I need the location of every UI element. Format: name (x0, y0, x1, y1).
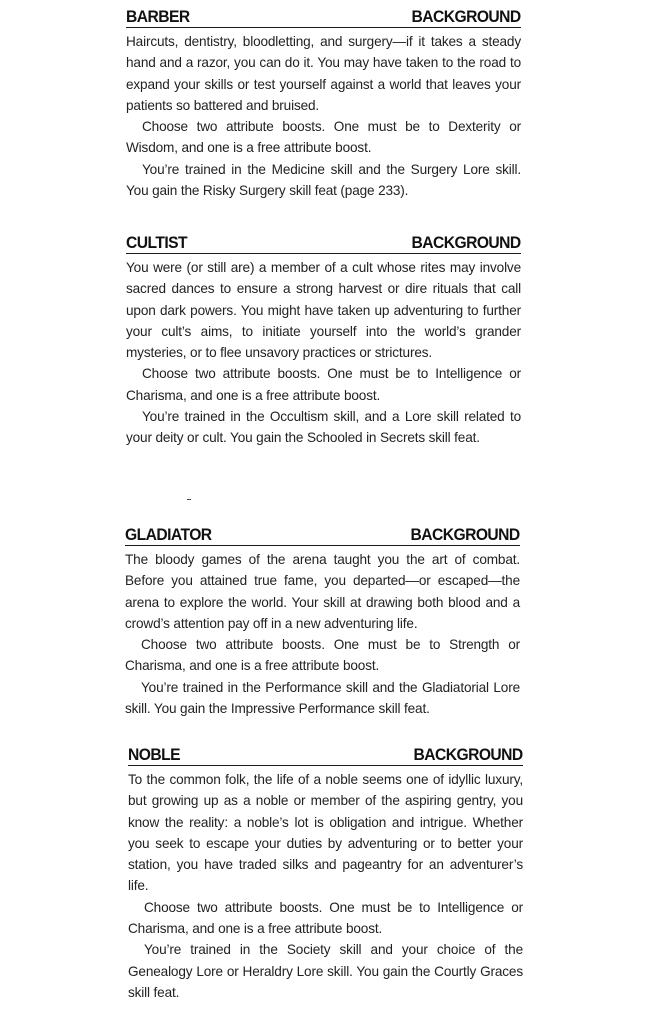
entry-attribute-boosts: Choose two attribute boosts. One must be to Intelligence or Charisma, and one is a free attribute boost. (128, 899, 523, 937)
entry-description: To the common folk, the life of a noble seems one of idyllic luxury, but growing up as a noble or member of the aspiring gentry, you know the reality: a noble’s lot is obligation and intrigue. Whether you seek to escape your duties by adventuring or to better your station, you have traded silks and pageantry for an adventurer’s life. (128, 772, 523, 894)
entry-header (126, 8, 521, 28)
entry-skills: You’re trained in the Occultism skill, and a Lore skill related to your deity or cult. You gain the Schooled in Secrets skill feat. (126, 409, 521, 446)
background-entry-gladiator (125, 526, 520, 719)
entry-header (128, 746, 523, 766)
background-entry-cultist (126, 234, 521, 449)
entry-trait: BACKGROUND (411, 233, 521, 252)
entry-title: BARBER (126, 7, 190, 26)
entry-skills: You’re trained in the Medicine skill and the Surgery Lore skill. You gain the Risky Surgery skill feat (page 233). (126, 161, 521, 199)
entry-title: GLADIATOR (125, 525, 212, 544)
entry-header (126, 234, 521, 254)
background-entry-noble (128, 746, 523, 1003)
entry-trait: BACKGROUND (410, 525, 520, 544)
entry-title: NOBLE (128, 745, 180, 764)
entry-description: Haircuts, dentistry, bloodletting, and surgery—if it takes a steady hand and a razor, you can do it. You may have taken to the road to expand your skills or test yourself against a world that leaves your patients so battered and bruised. (126, 34, 521, 113)
entry-description: You were (or still are) a member of a cult whose rites may involve sacred dances to ensure a strong harvest or dire rituals that call upon dark powers. You might have taken up adventuring to further your cult’s aims, to initiate yourself into the world’s grander mysteries, or to flee unsavory practices or strictures. (126, 260, 521, 361)
entry-title: CULTIST (126, 233, 188, 252)
entry-skills: You’re trained in the Society skill and your choice of the Genealogy Lore or Heraldry Lore skill. You gain the Courtly Graces skill feat. (128, 942, 523, 1000)
entry-attribute-boosts: Choose two attribute boosts. One must be to Dexterity or Wisdom, and one is a free attribute boost. (126, 119, 521, 156)
entry-skills: You’re trained in the Performance skill and the Gladiatorial Lore skill. You gain the Impressive Performance skill feat. (125, 679, 520, 717)
entry-header (125, 526, 520, 546)
entry-trait: BACKGROUND (413, 745, 523, 764)
entry-trait: BACKGROUND (411, 7, 521, 26)
stray-mark (187, 499, 191, 500)
background-entry-barber (126, 8, 521, 201)
entry-attribute-boosts: Choose two attribute boosts. One must be to Intelligence or Charisma, and one is a free attribute boost. (126, 366, 521, 403)
entry-attribute-boosts: Choose two attribute boosts. One must be to Strength or Charisma, and one is a free attribute boost. (125, 637, 520, 674)
entry-description: The bloody games of the arena taught you the art of combat. Before you attained true fame, you departed—or escaped—the arena to explore the world. Your skill at drawing both blood and a crowd’s attention pay off in a new adventuring life. (125, 552, 520, 631)
